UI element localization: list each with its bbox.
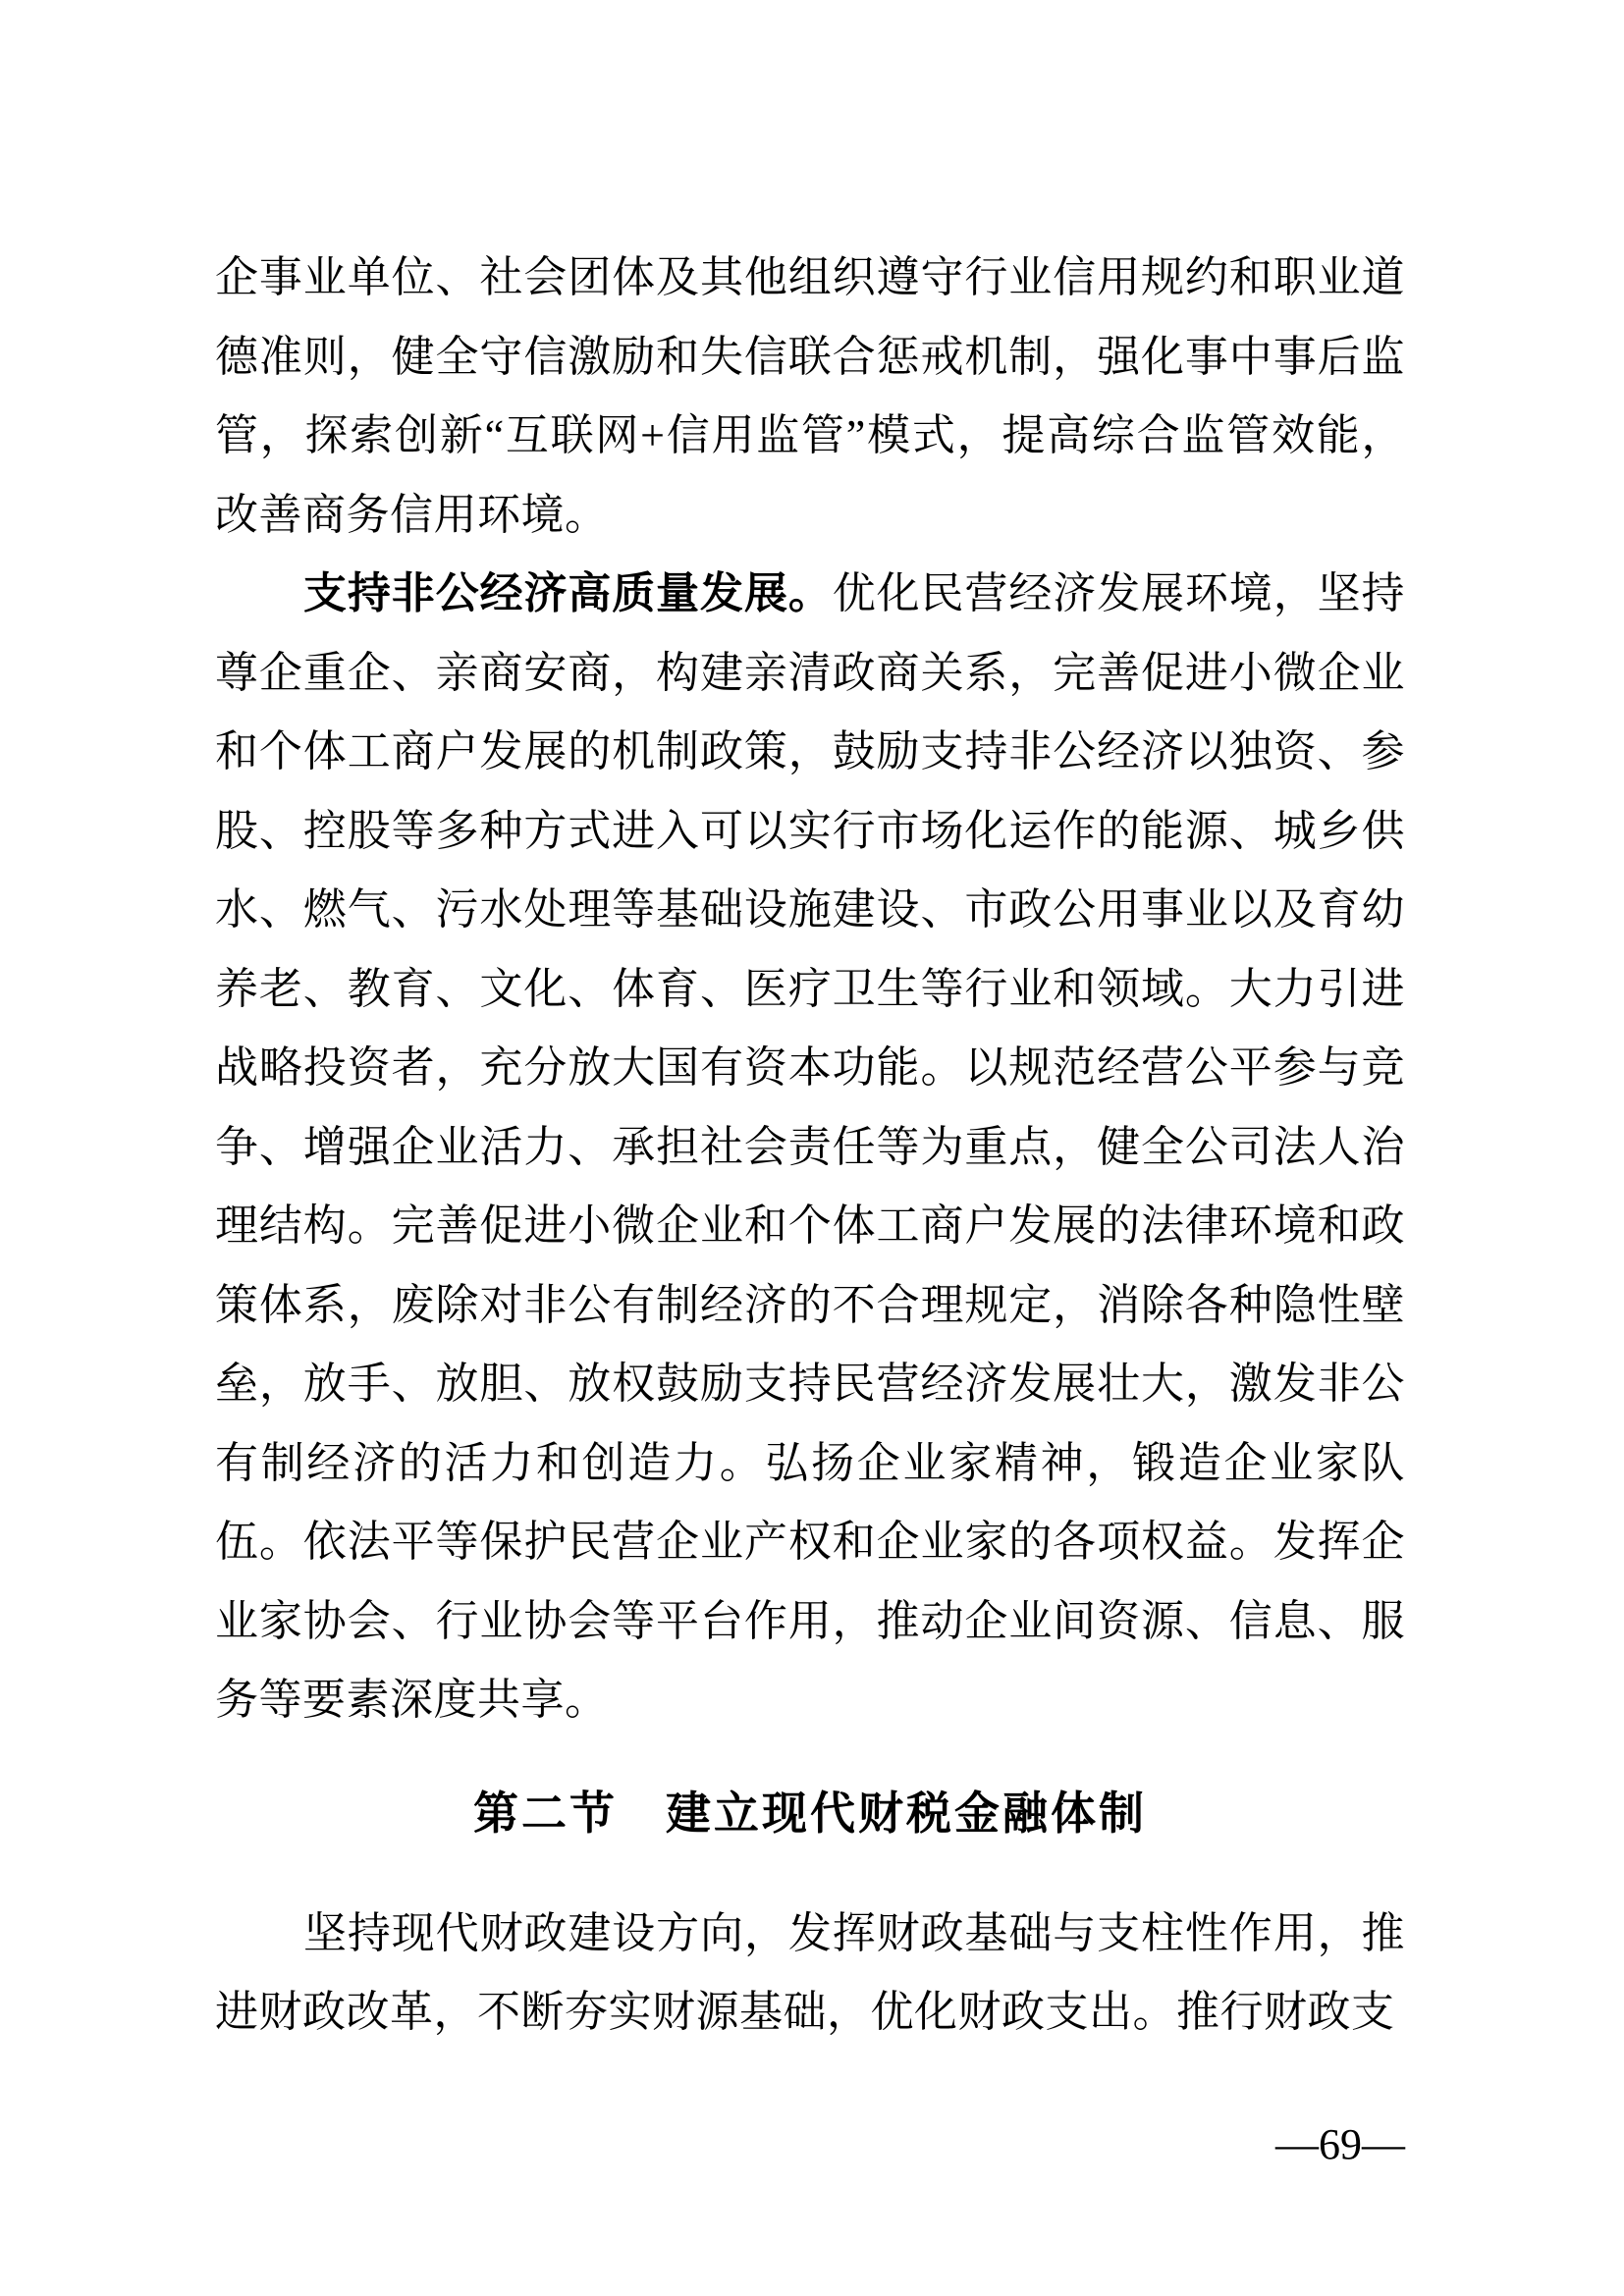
section-heading: 第二节 建立现代财税金融体制 [473, 1787, 1147, 1839]
page-number: —69— [1275, 2120, 1405, 2168]
paragraph-lead-bold: 支持非公经济高质量发展。 [303, 569, 833, 617]
paragraph-fiscal: 坚持现代财政建设方向，发挥财政基础与支柱性作用，推进财政改革，不断夯实财源基础，优化财政支出。推行财政支 [215, 1908, 1405, 2036]
body-text-block [215, 239, 1405, 2053]
paragraph-nonpublic-economy [215, 555, 1405, 1740]
paragraph-credit-continuation: 企事业单位、社会团体及其他组织遵守行业信用规约和职业道德准则，健全守信激励和失信联合惩戒机制，强化事中事后监管，探索创新“互联网+信用监管”模式，提高综合监管效能，改善商务信用环境。 [215, 253, 1405, 539]
paragraph-nonpublic-body: 优化民营经济发展环境，坚持尊企重企、亲商安商，构建亲清政商关系，完善促进小微企业和个体工商户发展的机制政策，鼓励支持非公经济以独资、参股、控股等多种方式进入可以实行市场化运作的能源、城乡供水、燃气、污水处理等基础设施建设、市政公用事业以及育幼养老、教育、文化、体育、医疗卫生等行业和领域。大力引进战略投资者，充分放大国有资本功能。以规范经营公平参与竞争、增强企业活力、承担社会责任等为重点，健全公司法人治理结构。完善促进小微企业和个体工商户发展的法律环境和政策体系，废除对非公有制经济的不合理规定，消除各种隐性壁垒，放手、放胆、放权鼓励支持民营经济发展壮大，激发非公有制经济的活力和创造力。弘扬企业家精神，锻造企业家队伍。依法平等保护民营企业产权和企业家的各项权益。发挥企业家协会、行业协会等平台作用，推动企业间资源、信息、服务等要素深度共享。 [215, 569, 1405, 1724]
